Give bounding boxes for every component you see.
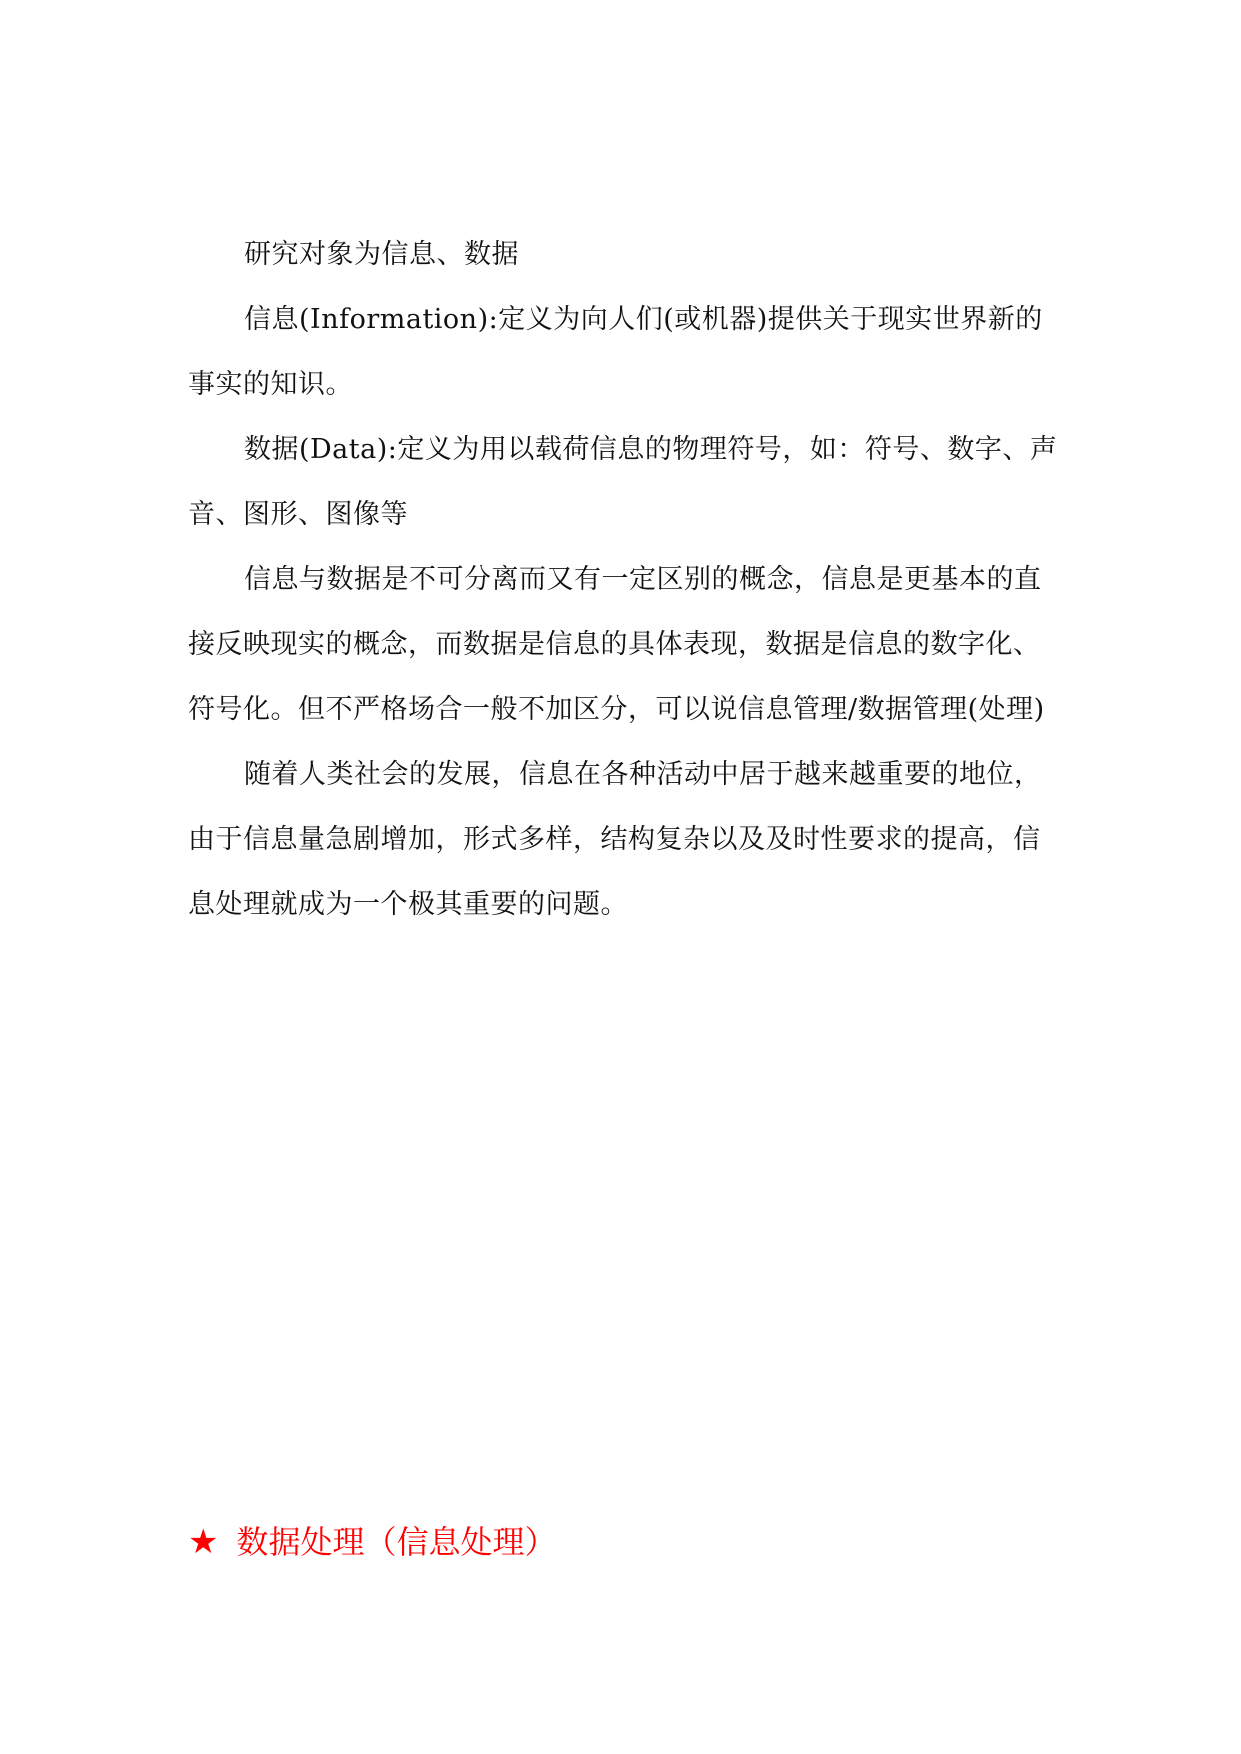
section-heading-text: 数据处理（信息处理） — [236, 1523, 557, 1561]
paragraph-information-data-relation: 信息与数据是不可分离而又有一定区别的概念，信息是更基本的直接反映现实的概念，而数据是信息的具体表现，数据是信息的数字化、符号化。但不严格场合一般不加区分，可以说信息管理/数据管理(处理) — [188, 564, 1045, 725]
paragraph-data-definition: 数据(Data):定义为用以载荷信息的物理符号，如：符号、数字、声音、图形、图像等 — [188, 434, 1058, 530]
paragraph-information-definition: 信息(Information):定义为向人们(或机器)提供关于现实世界新的事实的知识。 — [188, 304, 1043, 400]
paragraph-research-object: 研究对象为信息、数据 — [244, 239, 519, 270]
paragraph-information-processing: 随着人类社会的发展，信息在各种活动中居于越来越重要的地位，由于信息量急剧增加，形式多样，结构复杂以及及时性要求的提高，信息处理就成为一个极其重要的问题。 — [188, 759, 1042, 920]
section-heading — [188, 1520, 557, 1564]
star-icon: ★ — [188, 1522, 219, 1562]
document-body — [188, 222, 1058, 937]
